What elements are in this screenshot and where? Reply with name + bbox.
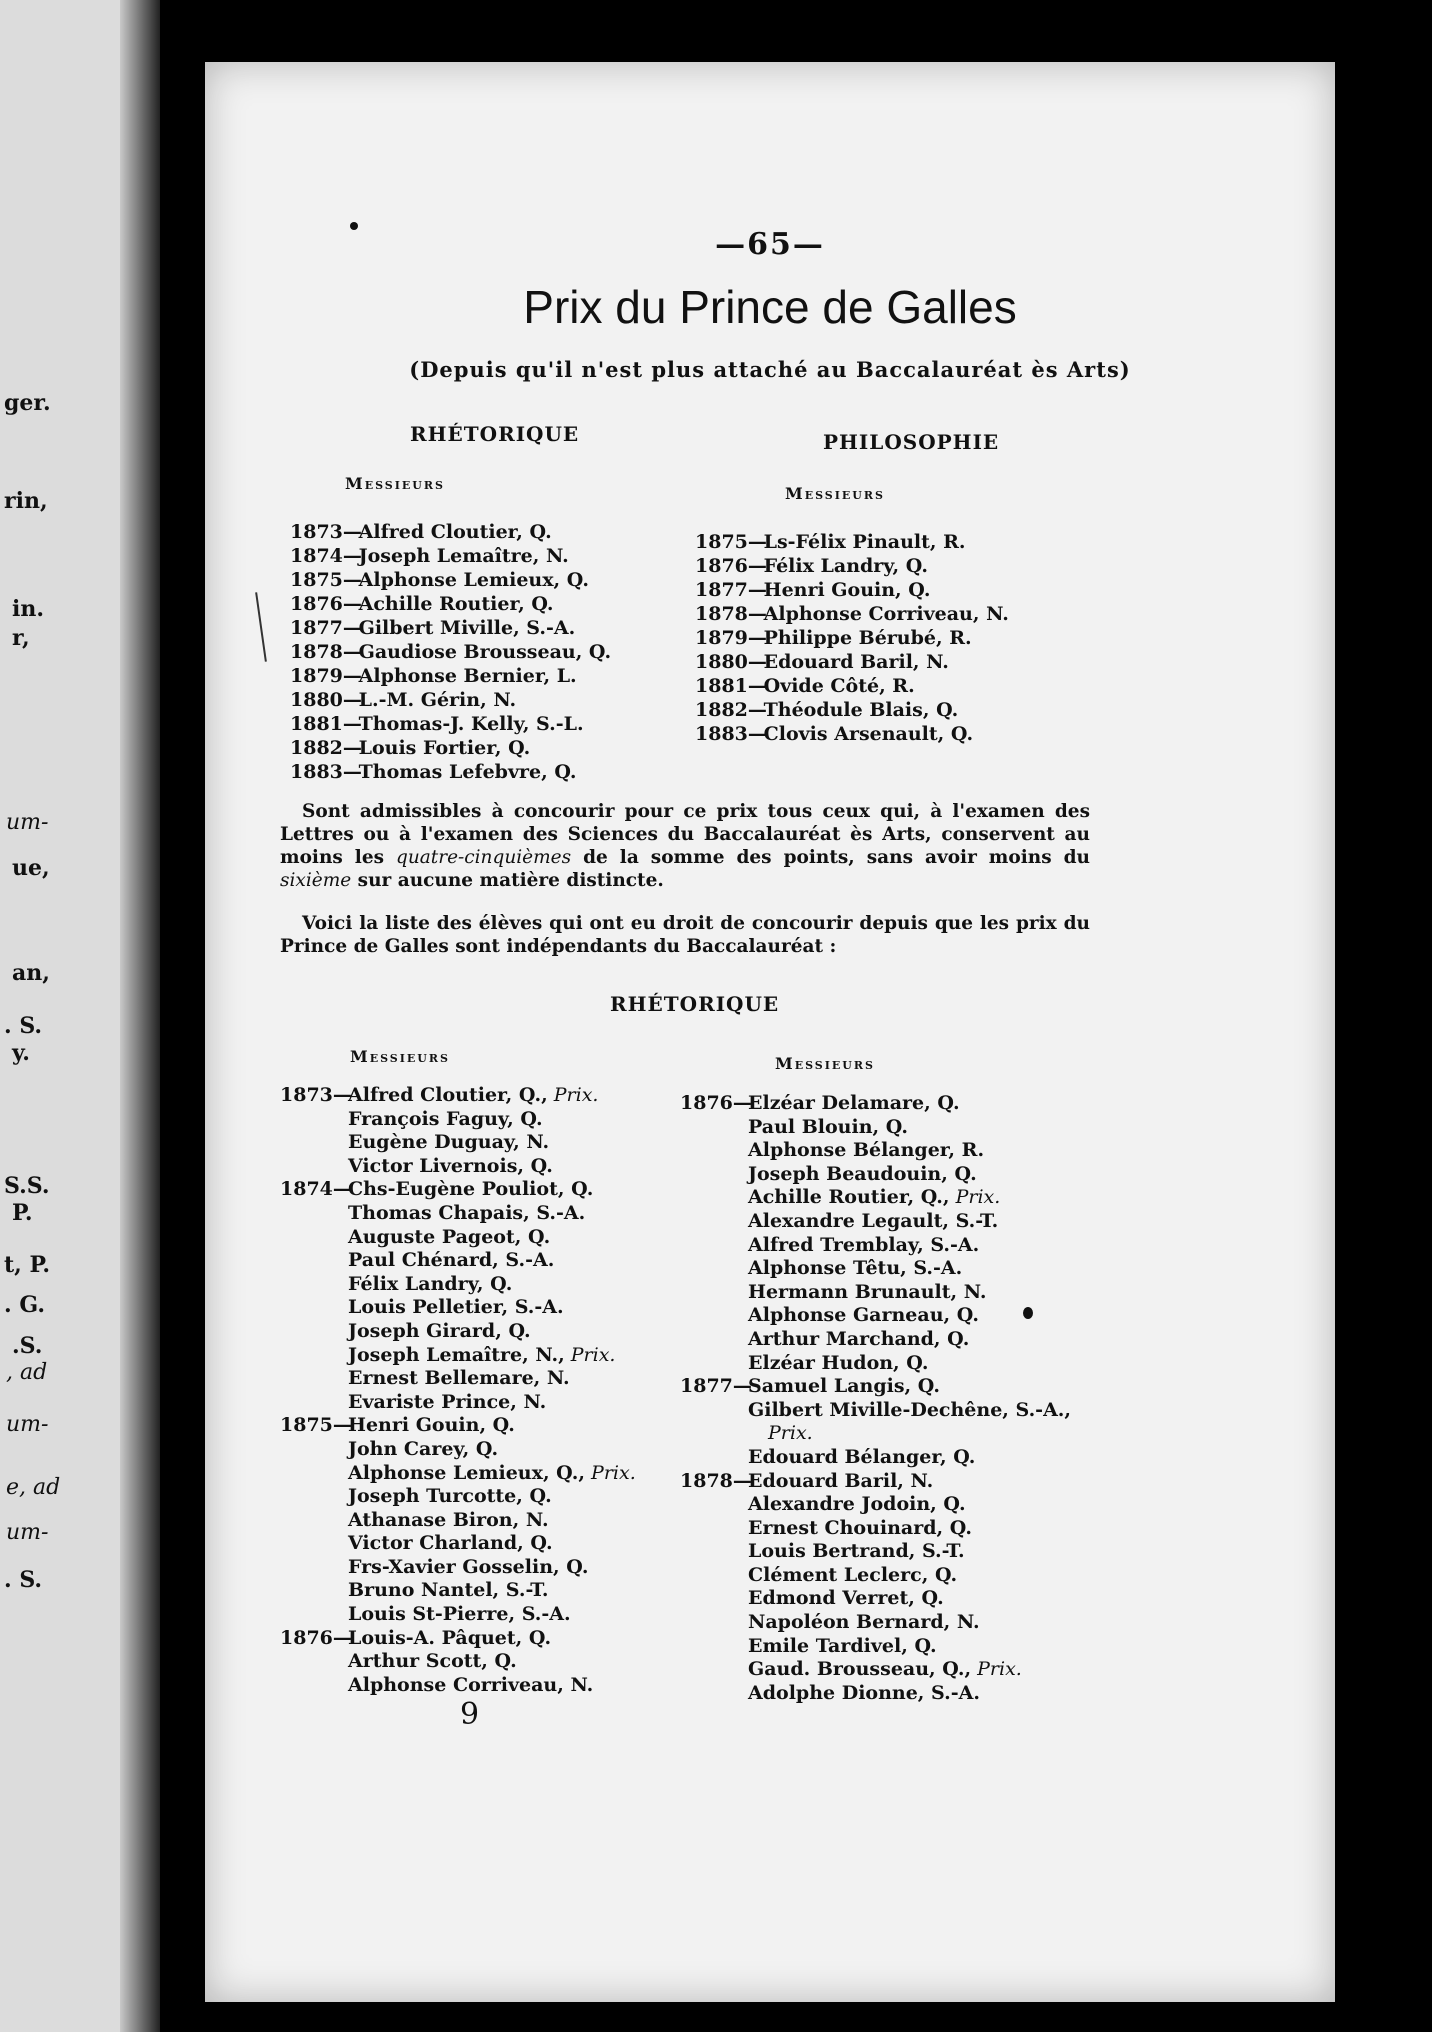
prix-mark: Prix. bbox=[971, 1658, 1022, 1681]
laureate-name: Samuel Langis, Q. bbox=[748, 1375, 941, 1398]
list-item bbox=[290, 544, 611, 568]
year-label: 1881— bbox=[290, 713, 362, 735]
rhetorique-heading-2: RHÉTORIQUE bbox=[610, 992, 780, 1016]
page-number: —65— bbox=[715, 227, 825, 262]
facing-page-text-fragment: ger. bbox=[4, 390, 51, 416]
list-item bbox=[290, 520, 611, 544]
laureate-name: Alexandre Legault, S.-T. bbox=[748, 1209, 999, 1232]
year-label: 1874— bbox=[280, 1178, 352, 1201]
laureate-name: Ovide Côté, R. bbox=[757, 675, 915, 697]
laureate-name: Gilbert Miville, S.-A. bbox=[352, 617, 576, 639]
list-item bbox=[680, 1682, 1071, 1706]
list-item bbox=[280, 1485, 636, 1509]
year-label: 1878— bbox=[695, 603, 767, 625]
eligible-list-right bbox=[680, 1092, 1071, 1705]
laureate-name: Alphonse Lemieux, Q. bbox=[352, 569, 590, 591]
year-label: 1875— bbox=[290, 569, 362, 591]
facing-page-text-fragment: y. bbox=[12, 1040, 30, 1066]
laureate-name: Chs-Eugène Pouliot, Q. bbox=[348, 1178, 594, 1201]
facing-page-text-fragment: .S. bbox=[12, 1333, 43, 1359]
year-label: 1877— bbox=[695, 579, 767, 601]
eligible-list-left bbox=[280, 1084, 636, 1697]
list-item bbox=[280, 1462, 636, 1486]
list-item bbox=[695, 554, 1009, 578]
list-item bbox=[680, 1564, 1071, 1588]
para1-italic-b: quatre-cinquièmes bbox=[396, 847, 572, 868]
list-item bbox=[695, 722, 1009, 746]
laureate-name: Alfred Cloutier, Q. bbox=[352, 521, 552, 543]
list-item bbox=[680, 1210, 1071, 1234]
laureate-name: Henri Gouin, Q. bbox=[757, 579, 931, 601]
laureate-name: Evariste Prince, N. bbox=[348, 1390, 547, 1413]
list-item bbox=[680, 1587, 1071, 1611]
list-item bbox=[680, 1540, 1071, 1564]
laureate-name: Alphonse Corriveau, N. bbox=[757, 603, 1009, 625]
messieurs-label-left: Messieurs bbox=[345, 474, 445, 493]
laureate-name: Philippe Bérubé, R. bbox=[757, 627, 972, 649]
laureate-name: L.-M. Gérin, N. bbox=[352, 689, 517, 711]
list-item bbox=[290, 664, 611, 688]
list-item bbox=[680, 1116, 1071, 1140]
list-item bbox=[280, 1249, 636, 1273]
list-item bbox=[680, 1163, 1071, 1187]
laureate-name: Joseph Girard, Q. bbox=[348, 1319, 531, 1342]
year-label: 1875— bbox=[695, 531, 767, 553]
list-item bbox=[280, 1226, 636, 1250]
book-gutter bbox=[120, 0, 160, 2032]
list-item bbox=[680, 1092, 1071, 1116]
page-title: Prix du Prince de Galles bbox=[523, 281, 1017, 333]
list-item bbox=[680, 1635, 1071, 1659]
laureate-name: Adolphe Dionne, S.-A. bbox=[748, 1681, 980, 1704]
para1-text-e: sur aucune matière distincte. bbox=[357, 870, 664, 891]
laureate-name: Alphonse Lemieux, Q., bbox=[348, 1461, 586, 1484]
laureate-name: Elzéar Delamare, Q. bbox=[748, 1092, 960, 1114]
list-item bbox=[290, 568, 611, 592]
year-label: 1877— bbox=[680, 1375, 752, 1398]
laureate-name: Alphonse Garneau, Q. bbox=[748, 1304, 979, 1327]
laureate-name: Alphonse Bélanger, R. bbox=[748, 1139, 985, 1162]
year-label: 1882— bbox=[290, 737, 362, 759]
list-item bbox=[680, 1304, 1071, 1328]
laureate-name: Félix Landry, Q. bbox=[348, 1272, 513, 1295]
list-item bbox=[695, 674, 1009, 698]
laureate-name: Emile Tardivel, Q. bbox=[748, 1634, 937, 1657]
list-item bbox=[280, 1344, 636, 1368]
list-item bbox=[290, 616, 611, 640]
year-label: 1876— bbox=[280, 1626, 352, 1649]
laureate-name: Hermann Brunault, N. bbox=[748, 1280, 987, 1303]
list-item bbox=[290, 760, 611, 784]
laureate-name: Alfred Cloutier, Q., bbox=[348, 1084, 548, 1106]
page-subtitle: (Depuis qu'il n'est plus attaché au Baccalauréat ès Arts) bbox=[409, 357, 1131, 382]
laureate-name: Théodule Blais, Q. bbox=[757, 699, 959, 721]
year-label: 1883— bbox=[695, 723, 767, 745]
laureate-name: Thomas Chapais, S.-A. bbox=[348, 1201, 586, 1224]
facing-page-text-fragment: rin, bbox=[4, 488, 48, 514]
laureate-name: François Faguy, Q. bbox=[348, 1107, 543, 1130]
prix-mark: Prix. bbox=[768, 1422, 813, 1445]
list-item bbox=[680, 1352, 1071, 1376]
laureate-name: Alexandre Jodoin, Q. bbox=[748, 1493, 966, 1516]
facing-page-text-fragment: in. bbox=[12, 596, 45, 622]
laureate-name: Gaud. Brousseau, Q., bbox=[748, 1658, 972, 1681]
philosophie-heading: PHILOSOPHIE bbox=[823, 430, 1000, 454]
year-label: 1875— bbox=[280, 1414, 352, 1437]
laureate-name: Joseph Beaudouin, Q. bbox=[748, 1162, 977, 1185]
list-item bbox=[290, 640, 611, 664]
laureate-name: Joseph Lemaître, N. bbox=[352, 545, 569, 567]
laureate-name: Bruno Nantel, S.-T. bbox=[348, 1579, 549, 1602]
year-label: 1880— bbox=[695, 651, 767, 673]
para1-italic-d: sixième bbox=[280, 870, 352, 891]
rhetorique-heading: RHÉTORIQUE bbox=[410, 422, 580, 446]
list-item bbox=[280, 1650, 636, 1674]
year-label: 1879— bbox=[695, 627, 767, 649]
prix-mark: Prix. bbox=[949, 1186, 1001, 1209]
year-label: 1878— bbox=[680, 1469, 752, 1492]
list-item bbox=[695, 578, 1009, 602]
laureate-name: John Carey, Q. bbox=[348, 1437, 499, 1460]
para1-text-a: Sont admissibles à concourir pour ce prix tous ceux qui, à l'examen des Lettres ou à l'examen des Sciences du Baccalauréat ès Arts, conservent au moins les bbox=[280, 801, 1090, 868]
facing-page-text-fragment: S.S. bbox=[4, 1173, 50, 1199]
speck-mark bbox=[350, 222, 358, 230]
laureate-name: Gilbert Miville-Dechêne, S.-A., bbox=[748, 1398, 1072, 1421]
laureate-name: Victor Charland, Q. bbox=[348, 1532, 553, 1555]
year-label: 1878— bbox=[290, 641, 362, 663]
laureate-name: Ernest Chouinard, Q. bbox=[748, 1516, 972, 1539]
laureate-name: Achille Routier, Q., bbox=[748, 1186, 950, 1209]
list-item bbox=[280, 1178, 636, 1202]
facing-page-italic-fragment: um- bbox=[6, 1520, 49, 1545]
list-item bbox=[290, 592, 611, 616]
list-item bbox=[280, 1202, 636, 1226]
laureate-name: Louis-A. Pâquet, Q. bbox=[348, 1626, 552, 1649]
facing-page-text-fragment: r, bbox=[12, 625, 30, 651]
list-item bbox=[680, 1493, 1071, 1517]
laureate-name: Edouard Baril, N. bbox=[748, 1469, 934, 1492]
list-item bbox=[290, 712, 611, 736]
prix-mark: Prix. bbox=[564, 1343, 616, 1366]
list-item bbox=[695, 650, 1009, 674]
document-page bbox=[205, 62, 1335, 2002]
year-label: 1876— bbox=[680, 1092, 752, 1114]
laureate-name: Napoléon Bernard, N. bbox=[748, 1611, 980, 1634]
year-label: 1876— bbox=[290, 593, 362, 615]
list-item bbox=[680, 1186, 1071, 1210]
list-item bbox=[280, 1627, 636, 1651]
list-item bbox=[680, 1611, 1071, 1635]
messieurs-label-right: Messieurs bbox=[785, 484, 885, 503]
list-item bbox=[680, 1257, 1071, 1281]
laureate-name: Edouard Baril, N. bbox=[757, 651, 949, 673]
laureate-name: Frs-Xavier Gosselin, Q. bbox=[348, 1555, 589, 1578]
laureate-name: Gaudiose Brousseau, Q. bbox=[352, 641, 612, 663]
laureate-name: Félix Landry, Q. bbox=[757, 555, 928, 577]
laureate-name: Clément Leclerc, Q. bbox=[748, 1563, 958, 1586]
laureate-name: Elzéar Hudon, Q. bbox=[748, 1351, 929, 1374]
list-item bbox=[280, 1603, 636, 1627]
laureate-name: Athanase Biron, N. bbox=[348, 1508, 549, 1531]
signature-mark: 9 bbox=[460, 1697, 480, 1732]
facing-page-fragment bbox=[0, 0, 160, 2032]
list-item bbox=[280, 1296, 636, 1320]
year-label: 1874— bbox=[290, 545, 362, 567]
laureate-name: Alfred Tremblay, S.-A. bbox=[748, 1233, 980, 1256]
facing-page-text-fragment: ue, bbox=[12, 855, 50, 881]
facing-page-text-fragment: P. bbox=[12, 1200, 33, 1226]
year-label: 1879— bbox=[290, 665, 362, 687]
laureate-name: Ernest Bellemare, N. bbox=[348, 1367, 570, 1390]
laureate-name: Henri Gouin, Q. bbox=[348, 1414, 515, 1437]
list-item bbox=[280, 1155, 636, 1179]
laureate-name: Arthur Marchand, Q. bbox=[748, 1327, 970, 1350]
laureate-name: Edouard Bélanger, Q. bbox=[748, 1445, 976, 1468]
year-label: 1876— bbox=[695, 555, 767, 577]
laureate-name: Louis St-Pierre, S.-A. bbox=[348, 1603, 571, 1626]
para2-text: Voici la liste des élèves qui ont eu droit de concourir depuis que les prix du Prince de Galles sont indépendants du Baccalauréat : bbox=[280, 913, 1090, 957]
facing-page-text-fragment: t, P. bbox=[4, 1252, 51, 1278]
list-item bbox=[280, 1131, 636, 1155]
list-item bbox=[280, 1320, 636, 1344]
list-item bbox=[680, 1328, 1071, 1352]
laureate-name: Edmond Verret, Q. bbox=[748, 1587, 944, 1610]
laureate-name: Ls-Félix Pinault, R. bbox=[757, 531, 966, 553]
facing-page-text-fragment: . G. bbox=[4, 1292, 45, 1318]
facing-page-text-fragment: . S. bbox=[4, 1567, 43, 1593]
list-item bbox=[290, 736, 611, 760]
list-item bbox=[695, 530, 1009, 554]
laureate-name: Paul Chénard, S.-A. bbox=[348, 1249, 555, 1272]
prix-mark: Prix. bbox=[547, 1084, 599, 1106]
list-item bbox=[680, 1399, 1071, 1423]
list-item bbox=[280, 1367, 636, 1391]
facing-page-italic-fragment: um- bbox=[6, 1412, 49, 1437]
list-item bbox=[680, 1422, 1071, 1446]
laureate-name: Paul Blouin, Q. bbox=[748, 1115, 908, 1138]
messieurs-label-right-2: Messieurs bbox=[775, 1054, 875, 1073]
list-item bbox=[680, 1139, 1071, 1163]
list-item bbox=[695, 698, 1009, 722]
list-item bbox=[680, 1281, 1071, 1305]
list-item bbox=[680, 1658, 1071, 1682]
year-label: 1883— bbox=[290, 761, 362, 783]
philosophie-winners-list bbox=[695, 530, 1009, 746]
list-item bbox=[680, 1517, 1071, 1541]
laureate-name: Achille Routier, Q. bbox=[352, 593, 554, 615]
list-item bbox=[280, 1556, 636, 1580]
list-item bbox=[280, 1532, 636, 1556]
list-item bbox=[280, 1674, 636, 1698]
list-item bbox=[280, 1509, 636, 1533]
prix-mark: Prix. bbox=[585, 1461, 636, 1484]
facing-page-italic-fragment: , ad bbox=[6, 1360, 48, 1385]
list-item bbox=[290, 688, 611, 712]
margin-pencil-mark bbox=[255, 592, 267, 662]
laureate-name: Alphonse Bernier, L. bbox=[352, 665, 577, 687]
year-label: 1873— bbox=[280, 1084, 352, 1106]
laureate-name: Louis Fortier, Q. bbox=[352, 737, 531, 759]
list-item bbox=[280, 1579, 636, 1603]
facing-page-text-fragment: . S. bbox=[4, 1013, 43, 1039]
para1-text-c: de la somme des points, sans avoir moins du bbox=[583, 847, 1090, 868]
list-item bbox=[680, 1446, 1071, 1470]
facing-page-italic-fragment: e, ad bbox=[6, 1475, 61, 1500]
list-item bbox=[280, 1108, 636, 1132]
laureate-name: Clovis Arsenault, Q. bbox=[757, 723, 974, 745]
list-item bbox=[695, 602, 1009, 626]
list-item bbox=[680, 1375, 1071, 1399]
list-item bbox=[680, 1234, 1071, 1258]
list-item bbox=[280, 1414, 636, 1438]
ink-dot bbox=[1023, 1307, 1033, 1319]
laureate-name: Auguste Pageot, Q. bbox=[348, 1225, 551, 1248]
laureate-name: Eugène Duguay, N. bbox=[348, 1131, 550, 1154]
year-label: 1877— bbox=[290, 617, 362, 639]
facing-page-text-fragment: an, bbox=[12, 960, 50, 986]
laureate-name: Thomas-J. Kelly, S.-L. bbox=[352, 713, 584, 735]
list-item bbox=[695, 626, 1009, 650]
year-label: 1873— bbox=[290, 521, 362, 543]
laureate-name: Victor Livernois, Q. bbox=[348, 1154, 553, 1177]
eligibility-paragraph bbox=[280, 800, 1090, 892]
rhetorique-winners-list bbox=[290, 520, 611, 784]
laureate-name: Alphonse Corriveau, N. bbox=[348, 1673, 594, 1696]
list-item bbox=[280, 1438, 636, 1462]
list-item bbox=[280, 1273, 636, 1297]
year-label: 1881— bbox=[695, 675, 767, 697]
laureate-name: Thomas Lefebvre, Q. bbox=[352, 761, 577, 783]
list-item bbox=[680, 1470, 1071, 1494]
list-item bbox=[280, 1084, 636, 1108]
list-intro-paragraph bbox=[280, 912, 1090, 958]
laureate-name: Alphonse Têtu, S.-A. bbox=[748, 1257, 963, 1280]
laureate-name: Arthur Scott, Q. bbox=[348, 1650, 517, 1673]
facing-page-italic-fragment: um- bbox=[6, 810, 49, 835]
laureate-name: Louis Pelletier, S.-A. bbox=[348, 1296, 564, 1319]
laureate-name: Louis Bertrand, S.-T. bbox=[748, 1540, 965, 1563]
list-item bbox=[280, 1391, 636, 1415]
laureate-name: Joseph Turcotte, Q. bbox=[348, 1485, 552, 1508]
messieurs-label-left-2: Messieurs bbox=[350, 1047, 450, 1066]
year-label: 1880— bbox=[290, 689, 362, 711]
laureate-name: Joseph Lemaître, N., bbox=[348, 1343, 565, 1366]
year-label: 1882— bbox=[695, 699, 767, 721]
